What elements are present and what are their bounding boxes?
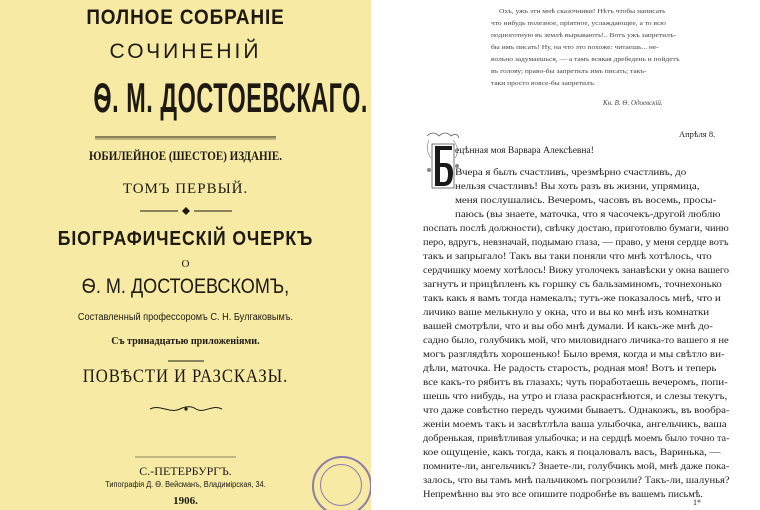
essay-about: О — [181, 258, 190, 270]
text-line: помните-ли, ангельчикъ? Знаете-ли, голубчикъ мой, мнѣ даже пока- — [423, 461, 730, 472]
supplements-line: Съ тринадцатью приложеніями. — [111, 335, 260, 347]
collection-heading: ПОЛНОЕ СОБРАНІЕ — [86, 6, 285, 29]
epigraph-line: бы имъ писать! Ну, на что это похоже: читаешь... не- — [491, 44, 659, 51]
text-line: дѣли, маточка. Не радость старость, родная моя! Вотъ и теперь — [423, 363, 717, 374]
text-line: кое ощущеніе, какъ тогда, какъ я поцаловалъ васъ, Варинька, — — [423, 447, 721, 458]
section-title: ПОВѢСТИ И РАЗСКАЗЫ. — [82, 366, 289, 387]
epigraph-line: въ голову; право-бы запретилъ имъ писать; такъ- — [491, 68, 647, 75]
compiler-line: Составленный профессоромъ С. Н. Булгаковымъ. — [77, 312, 294, 323]
text-line: женіи моемъ такъ и засвѣтлѣла ваша улыбочка, ангельчикъ, ваша — [423, 419, 727, 430]
essay-title: БІОГРАФИЧЕСКІЙ ОЧЕРКЪ — [57, 228, 314, 250]
epigraph-author: Кн. В. Ѳ. Одоевскій. — [603, 99, 663, 107]
text-line: перо, вдругъ, невзначай, подымаю глаза, — право, у меня сердце вотъ — [423, 237, 729, 248]
text-line: такъ и запрыгало! Такъ вы таки поняли что мнѣ хотѣлось, что — [423, 251, 712, 262]
text-line: Непремѣнно вы это все опишите подробнѣе въ вашемъ письмѣ. — [423, 489, 703, 500]
text-line: залось, что вы тамъ мнѣ пальчикомъ погрозили? Такъ-ли, шалунья? — [423, 475, 730, 486]
letter-page — [383, 0, 760, 510]
text-line: сердчишку моему хотѣлось! Вижу уголочекъ занавѣски у окна вашего — [423, 265, 729, 276]
text-line: шешь что нибудь, на утро и глаза раскраснѣются, и слезы текутъ, — [423, 391, 728, 402]
epigraph-line: Охъ, ужъ эти мнѣ сказочники! Нѣтъ чтобы написать — [499, 8, 666, 15]
text-line: поспать послѣ должности), свѣчку достаю, приготовлю бумаги, чиню — [423, 223, 729, 234]
works-heading: СОЧИНЕНІЙ — [109, 40, 262, 63]
text-line: вашей смотрѣли, что и вы обо мнѣ думали. И какъ-же мнѣ до- — [423, 321, 713, 332]
page-number: 1* — [693, 498, 701, 507]
library-stamp — [312, 456, 371, 510]
essay-subject: Ѳ. М. ДОСТОЕВСКОМЪ, — [81, 275, 290, 298]
ornament-rule — [0, 132, 371, 142]
text-line: паюсь (вы знаете, маточка, что я часочекъ-другой люблю — [455, 209, 721, 220]
text-line: садно было, голубчикъ мой, что миловиднаго личика-то вашего я не — [423, 335, 729, 346]
text-line: все какъ-то рябитъ въ глазахъ; чуть поработаешь вечеромъ, попи- — [423, 377, 728, 388]
ornament-divider — [0, 206, 371, 216]
city-label: С.-ПЕТЕРБУРГЪ. — [139, 464, 232, 478]
imprint-rule — [0, 452, 371, 462]
text-line: могъ разглядѣть хорошенько! Было время, когда и мы свѣтло ви- — [423, 349, 725, 360]
letter-greeting: ецѣнная моя Варвара Алексѣевна! — [455, 146, 594, 156]
text-line: добренькая, привѣтливая улыбочка; и на сердцѣ моемъ было точно та- — [423, 433, 730, 444]
letter-date: Апрѣля 8. — [679, 129, 716, 139]
volume-label: ТОМЪ ПЕРВЫЙ. — [122, 181, 249, 197]
text-line: что даже совѣстно передъ чужими бываетъ. Однакожъ, въ вообра- — [423, 405, 730, 416]
epigraph-line: вольно задумаешься, — а тамъ всякая дребедень и пойдетъ — [491, 56, 680, 63]
year-label: 1906. — [173, 495, 198, 507]
epigraph-line: таки просто вовсе-бы запретилъ. — [491, 80, 596, 87]
epigraph-line: что нибудь полезное, пріятное, услаждающее, а то всю — [491, 20, 666, 27]
text-line: Вчера я былъ счастливъ, чрезмѣрно счастливъ, до — [455, 167, 687, 178]
text-line: меня послушались. Вечеромъ, часовъ въ восемь, просы- — [455, 195, 717, 206]
scroll-ornament — [0, 404, 371, 414]
short-rule — [0, 356, 371, 366]
title-page — [0, 0, 371, 510]
text-line: такъ какъ я вамъ тогда намекалъ; тутъ-же показалось мнѣ, что и — [423, 293, 721, 304]
edition-label: ЮБИЛЕЙНОЕ (ШЕСТОЕ) ИЗДАНІЕ. — [88, 148, 283, 163]
epigraph-line: подноготную въ землѣ вырываютъ!.. Вотъ ужъ запретилъ- — [491, 32, 677, 39]
text-line: личико ваше мелькнуло у окна, что и вы ко мнѣ изъ комнатки — [423, 307, 710, 318]
text-line: загнутъ и прицѣпленъ къ горшку съ бальзаминомъ, точнехонько — [423, 279, 722, 290]
author-name: Ѳ. М. ДОСТОЕВСКАГО. — [93, 74, 368, 121]
printer-line: Типографія Д. Ѳ. Вейсманъ, Владимірская, 34. — [105, 480, 266, 489]
text-line: нельзя счастливъ! Вы хоть разъ въ жизни, упрямица, — [455, 181, 700, 192]
